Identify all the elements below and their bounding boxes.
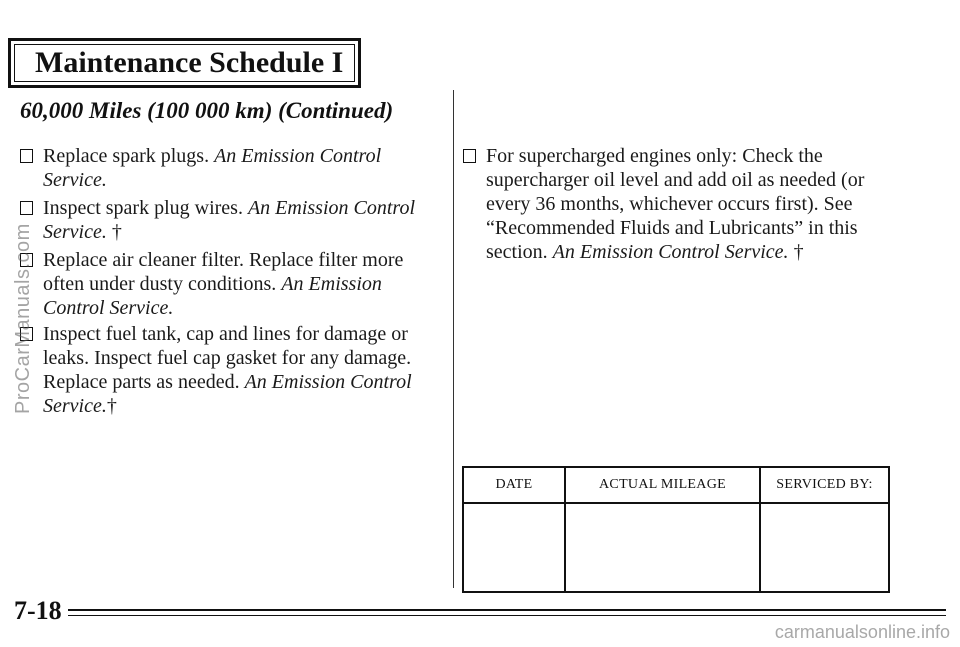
column-header-date: DATE <box>463 467 565 503</box>
column-header-mileage: ACTUAL MILEAGE <box>565 467 760 503</box>
checkbox-icon[interactable] <box>20 201 33 215</box>
vertical-watermark: ProCarManuals.com <box>12 223 34 414</box>
item-text: Replace spark plugs. <box>43 145 215 167</box>
checklist-item <box>20 196 440 244</box>
column-divider <box>453 90 454 588</box>
item-note: An Emission Control Service. <box>552 241 789 263</box>
column-header-serviced-by: SERVICED BY: <box>760 467 889 503</box>
item-text: Replace air cleaner filter. Replace filter more often under dusty conditions. <box>43 249 404 295</box>
dagger-mark: † <box>106 221 122 243</box>
checkbox-icon[interactable] <box>20 149 33 163</box>
page-title: Maintenance Schedule I <box>14 44 355 82</box>
checklist-item <box>20 248 440 320</box>
checklist-item <box>20 322 440 418</box>
section-subtitle: 60,000 Miles (100 000 km) (Continued) <box>20 98 394 123</box>
item-note: An Emission Control Service. <box>43 273 382 319</box>
serviced-by-cell[interactable] <box>760 503 889 592</box>
table-header-row <box>463 467 889 503</box>
checkbox-icon[interactable] <box>463 149 476 163</box>
checklist-item <box>463 144 903 264</box>
page-number: 7-18 <box>14 596 62 625</box>
dagger-mark: † <box>788 241 804 263</box>
item-note: An Emission Control Service. <box>43 371 412 417</box>
item-note: An Emission Control Service. <box>43 145 382 191</box>
bottom-watermark: carmanualsonline.info <box>774 622 950 642</box>
date-cell[interactable] <box>463 503 565 592</box>
item-text: For supercharged engines only: Check the supercharger oil level and add oil as needed (or every 36 months, whichever occurs first). See “Recommended Fluids and Lubricants” in this section. <box>486 145 865 263</box>
section-title-box <box>8 38 361 88</box>
mileage-cell[interactable] <box>565 503 760 592</box>
footer-rule <box>68 609 946 611</box>
table-row <box>463 503 889 592</box>
footer-rule-thin <box>68 615 946 616</box>
dagger-mark: † <box>106 395 117 417</box>
checklist-item <box>20 144 440 192</box>
item-note: An Emission Control Service. <box>43 197 416 243</box>
item-text: Inspect spark plug wires. <box>43 197 248 219</box>
item-text: Inspect fuel tank, cap and lines for damage or leaks. Inspect fuel cap gasket for any damage. Replace parts as needed. <box>43 323 412 393</box>
service-record-table <box>462 466 890 593</box>
